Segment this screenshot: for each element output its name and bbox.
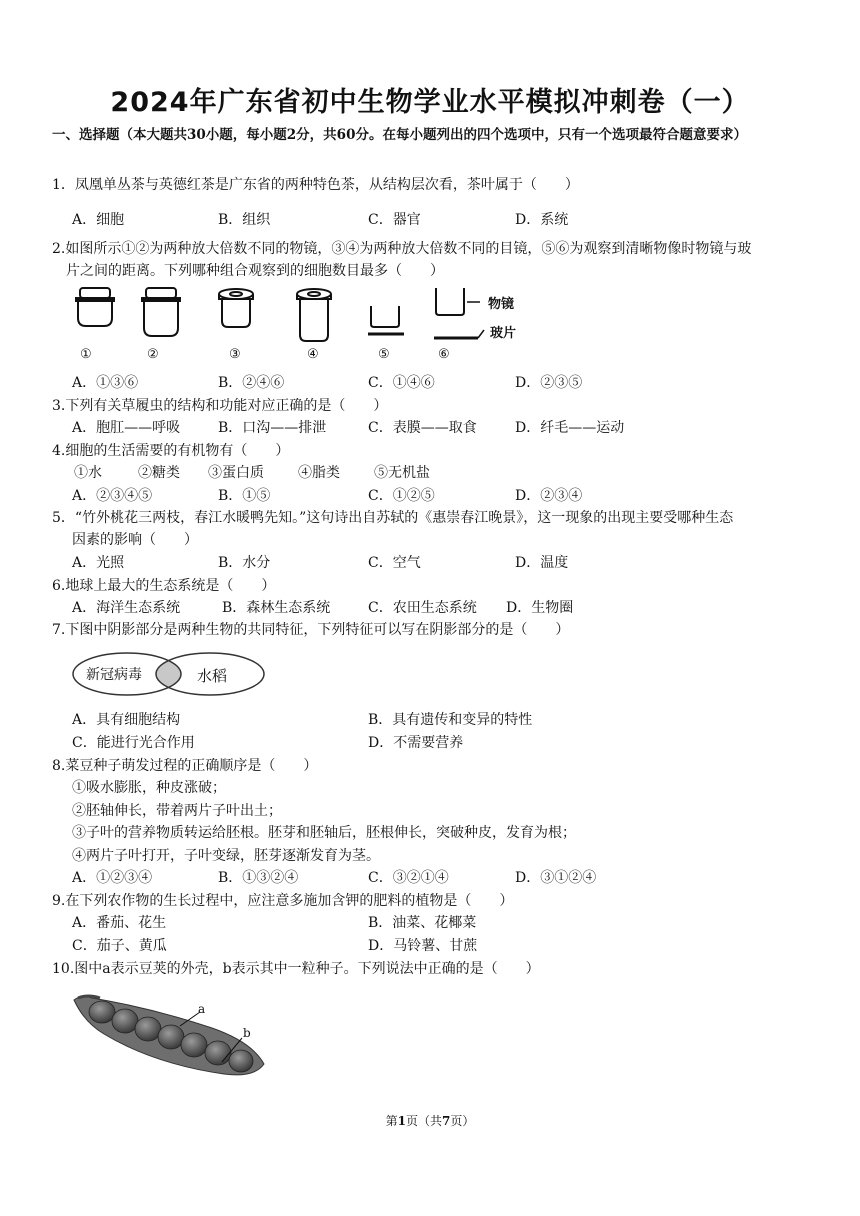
q7-stem: 7.下图中阴影部分是两种生物的共同特征，下列特征可以写在阴影部分的是（ ） [52, 622, 570, 638]
seed-label: b [243, 1026, 251, 1040]
q5-option-a: A．光照 [72, 555, 125, 571]
footer-mid: 页（共 [405, 1114, 442, 1128]
q4-option-b: B．①⑤ [218, 488, 271, 504]
q2-option-a: A．①③⑥ [72, 375, 139, 391]
q3-option-c: C．表膜——取食 [368, 420, 477, 436]
q7-option-d: D．不需要营养 [368, 735, 464, 751]
q8-step-2: ②胚轴伸长，带着两片子叶出土； [72, 803, 282, 819]
q8-option-c: C．③②①④ [368, 870, 449, 886]
q4-item-5: ⑤无机盐 [374, 465, 430, 481]
lens-label-4: ④ [307, 347, 319, 362]
lens-label-2: ② [147, 347, 159, 362]
lens-label-5: ⑤ [378, 347, 390, 362]
q1-option-c: C．器官 [368, 212, 421, 228]
q1-option-b: B．组织 [218, 212, 271, 228]
q4-option-d: D．②③④ [515, 488, 583, 504]
page-footer [0, 1112, 860, 1129]
q6-option-c: C．农田生态系统 [368, 600, 477, 616]
q8-option-b: B．①③②④ [218, 870, 299, 886]
q5-option-b: B．水分 [218, 555, 271, 571]
q8-step-3: ③子叶的营养物质转运给胚根。胚芽和胚轴后，胚根伸长，突破种皮，发育为根； [72, 825, 576, 841]
q4-item-4: ④脂类 [298, 465, 340, 481]
q4-item-2: ②糖类 [138, 465, 180, 481]
q3-stem: 3.下列有关草履虫的结构和功能对应正确的是（ ） [52, 398, 388, 414]
q3-option-a: A．胞肛——呼吸 [72, 420, 181, 436]
lens-label-6: ⑥ [438, 347, 450, 362]
footer-suffix: 页） [450, 1114, 475, 1128]
q6-option-b: B．森林生态系统 [222, 600, 331, 616]
q1-stem: 1．凤凰单丛茶与英德红茶是广东省的两种特色茶，从结构层次看，茶叶属于（ ） [52, 177, 579, 193]
q6-option-d: D．生物圈 [506, 600, 574, 616]
q9-stem: 9.在下列农作物的生长过程中，应注意多施加含钾的肥料的植物是（ ） [52, 893, 514, 909]
q8-option-a: A．①②③④ [72, 870, 153, 886]
section-heading: 一、选择题（本大题共30小题，每小题2分，共60分。在每小题列出的四个选项中，只有一个选项最符合题意要求） [52, 127, 747, 143]
q4-option-c: C．①②⑤ [368, 488, 435, 504]
q8-step-1: ①吸水膨胀，种皮涨破； [72, 780, 226, 796]
q9-option-c: C．茄子、黄瓜 [72, 938, 167, 954]
venn-right-label: 水稻 [197, 667, 228, 685]
q4-option-a: A．②③④⑤ [72, 488, 153, 504]
q9-option-a: A．番茄、花生 [72, 915, 167, 931]
venn-left-label: 新冠病毒 [86, 667, 142, 683]
q7-option-c: C．能进行光合作用 [72, 735, 195, 751]
q8-stem: 8.菜豆种子萌发过程的正确顺序是（ ） [52, 758, 318, 774]
lens-label-3: ③ [229, 347, 241, 362]
q9-option-b: B．油菜、花椰菜 [368, 915, 477, 931]
objective-label: 物镜 [488, 297, 515, 312]
q4-item-3: ③蛋白质 [208, 465, 264, 481]
q7-option-b: B．具有遗传和变异的特性 [368, 712, 533, 728]
q1-option-a: A．细胞 [72, 212, 125, 228]
slide-label: 玻片 [490, 326, 517, 341]
q7-option-a: A．具有细胞结构 [72, 712, 181, 728]
q2-option-b: B．②④⑥ [218, 375, 285, 391]
lens-label-1: ① [80, 347, 92, 362]
footer-page-number: 1 [397, 1114, 406, 1128]
q2-stem-line2: 片之间的距离。下列哪种组合观察到的细胞数目最多（ ） [66, 263, 444, 279]
q8-option-d: D．③①②④ [515, 870, 597, 886]
q4-stem: 4.细胞的生活需要的有机物有（ ） [52, 443, 290, 459]
q1-option-d: D．系统 [515, 212, 569, 228]
q4-item-1: ①水 [74, 465, 102, 481]
q5-stem-line2: 因素的影响（ ） [72, 532, 198, 548]
q3-option-b: B．口沟——排泄 [218, 420, 327, 436]
q6-stem: 6.地球上最大的生态系统是（ ） [52, 578, 276, 594]
q9-option-d: D．马铃薯、甘蔗 [368, 938, 478, 954]
page-title: 2024年广东省初中生物学业水平模拟冲刺卷（一） [110, 87, 750, 118]
q6-option-a: A．海洋生态系统 [72, 600, 181, 616]
q5-option-c: C．空气 [368, 555, 421, 571]
q8-step-4: ④两片子叶打开，子叶变绿，胚芽逐渐发育为茎。 [72, 848, 380, 864]
footer-prefix: 第 [385, 1114, 398, 1128]
q5-stem-line1: 5．“竹外桃花三两枝，春江水暖鸭先知。”这句诗出自苏轼的《惠崇春江晚景》，这一现象的出现主要受哪种生态 [52, 510, 734, 526]
q10-stem: 10.图中a表示豆荚的外壳，b表示其中一粒种子。下列说法中正确的是（ ） [52, 961, 540, 977]
footer-total-pages: 7 [442, 1114, 451, 1128]
q2-option-c: C．①④⑥ [368, 375, 435, 391]
q5-option-d: D．温度 [515, 555, 569, 571]
q3-option-d: D．纤毛——运动 [515, 420, 625, 436]
q2-option-d: D．②③⑤ [515, 375, 583, 391]
q2-stem-line1: 2.如图所示①②为两种放大倍数不同的物镜，③④为两种放大倍数不同的目镜，⑤⑥为观察到清晰物像时物镜与玻 [52, 241, 752, 257]
pod-shell-label: a [198, 1002, 206, 1016]
